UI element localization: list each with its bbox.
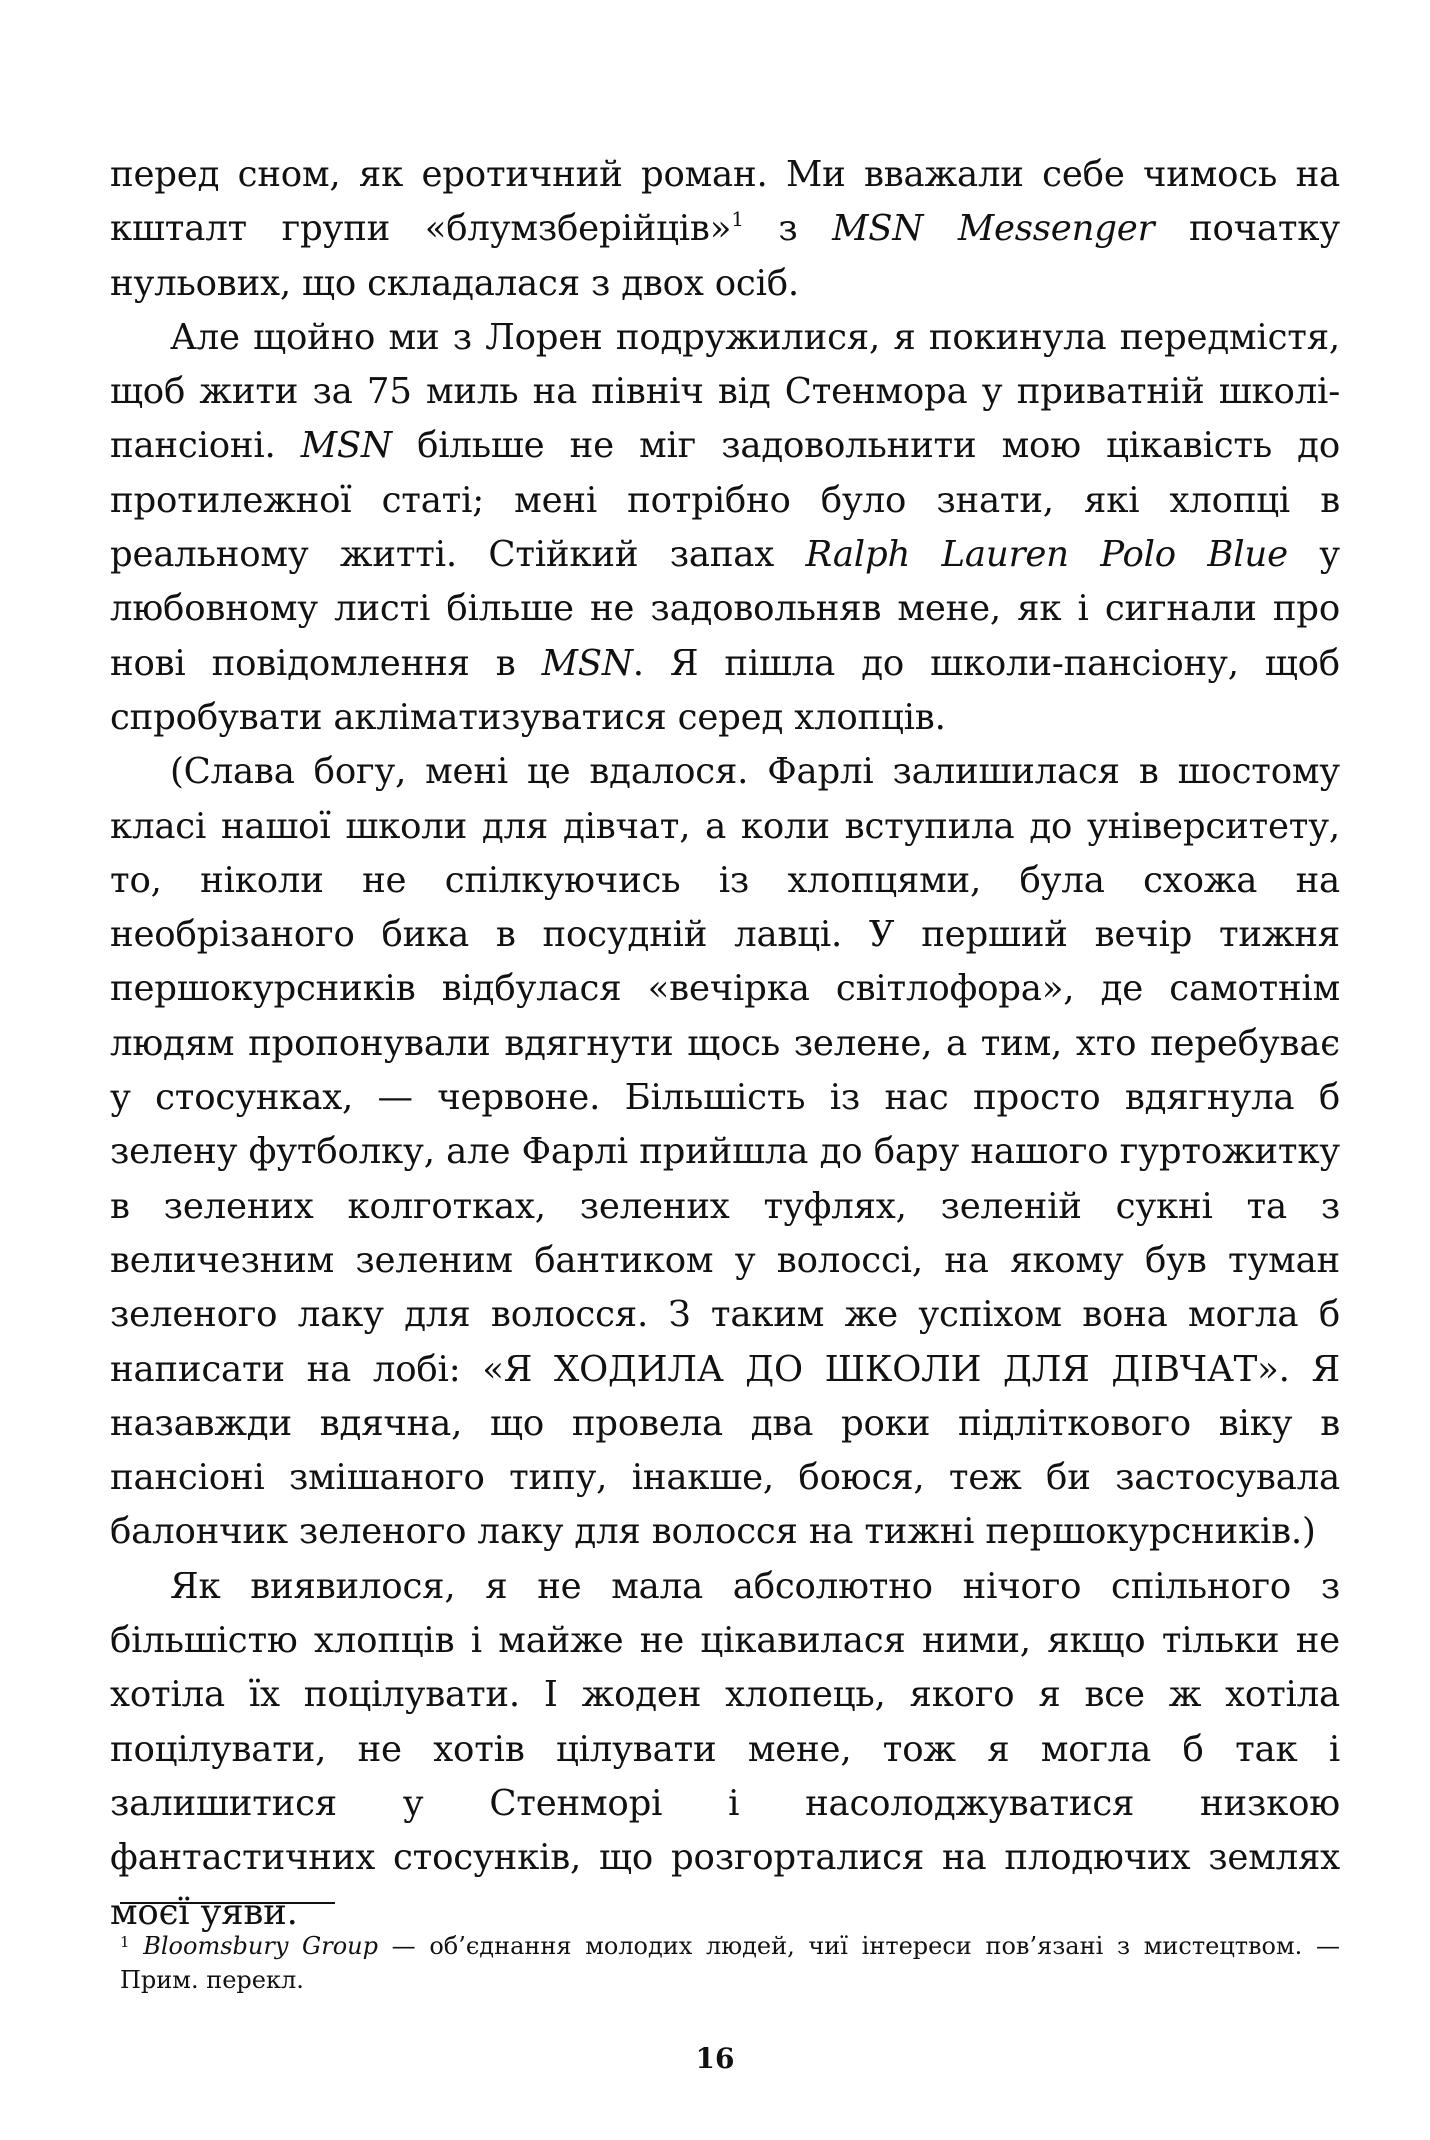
text-run: у любовному листі більше не задовольняв мене, як і сигнали про нові повідомлення в: [110, 534, 1340, 684]
paragraph: [110, 148, 1340, 311]
text-run: (Слава богу, мені це вдалося. Фарлі залишилася в шостому класі нашої школи для дівчат, а коли вступила до університету, то, ніколи не спілкуючись із хлопцями, була схожа на необрізаного бика в посудній лавці. У перший вечір тижня першокурсників відбулася «вечірка світлофора», де самотнім людям пропонували вдягнути щось зелене, а тим, хто перебуває у стосунках, — червоне. Більшість із нас просто вдягнула б зелену футболку, але Фарлі прийшла до бару нашого гуртожитку в зелених колготках, зелених туфлях, зеленій сукні та з величезним зеленим бантиком у волоссі, на якому був туман зеленого лаку для волосся. З таким же успіхом вона могла б написати на лобі: «Я ХОДИЛА ДО ШКОЛИ ДЛЯ ДІВЧАТ». Я назавжди вдячна, що провела два роки підліткового віку в пансіоні змішаного типу, інакше, боюся, теж би застосувала балончик зеленого лаку для волосся на тижні першокурсників.): [110, 751, 1340, 1553]
italic-term: MSN Messenger: [832, 208, 1155, 250]
italic-term: Bloomsbury Group: [143, 1932, 378, 1960]
footnote-reference: 1: [731, 207, 744, 232]
text-run: Як виявилося, я не мала абсолютно нічого спільного з більшістю хлопців і майже не цікавилася ними, якщо тільки не хотіла їх поцілувати. І жоден хлопець, якого я все ж хотіла поцілувати, не хотів цілувати мене, тож я могла б так і залишитися у Стенморі і насолоджуватися низкою фантастичних стосунків, що розгорталися на плодючих землях моєї уяви.: [110, 1565, 1340, 1933]
text-run: Але щойно ми з Лорен подружилися, я покинула передмістя, щоб жити за 75 миль на північ від Стенмора у приватній школі-пансіоні.: [110, 316, 1340, 467]
paragraph: [110, 745, 1340, 1559]
text-run: більше не міг задовольнити мою цікавість до протилежної статі; мені потрібно було знати, які хлопці в реальному житті. Стійкий запах: [110, 425, 1340, 576]
footnote-divider: [120, 1902, 335, 1904]
text-run: — об’єднання молодих людей, чиї інтереси пов’язані з мистецтвом. — Прим. перекл.: [120, 1932, 1340, 1994]
main-text: [110, 148, 1340, 1940]
italic-term: MSN: [541, 642, 633, 684]
paragraph: [110, 1560, 1340, 1940]
italic-term: Ralph Lauren Polo Blue: [805, 534, 1288, 576]
footnote: [120, 1925, 1340, 1997]
page-number: 16: [695, 2042, 735, 2075]
text-run: . Я пішла до школи-пансіону, щоб спробувати акліматизуватися серед хлопців.: [110, 642, 1340, 738]
italic-term: MSN: [300, 425, 392, 467]
text-run: з: [743, 208, 833, 250]
footnote-marker: 1: [120, 1933, 130, 1951]
text-run: початку нульових, що складалася з двох осіб.: [110, 208, 1340, 304]
page-body: [110, 148, 1340, 1940]
paragraph: [110, 311, 1340, 745]
text-run: перед сном, як еротичний роман. Ми вважали себе чимось на кшталт групи «блумзберійців»: [110, 154, 1340, 250]
